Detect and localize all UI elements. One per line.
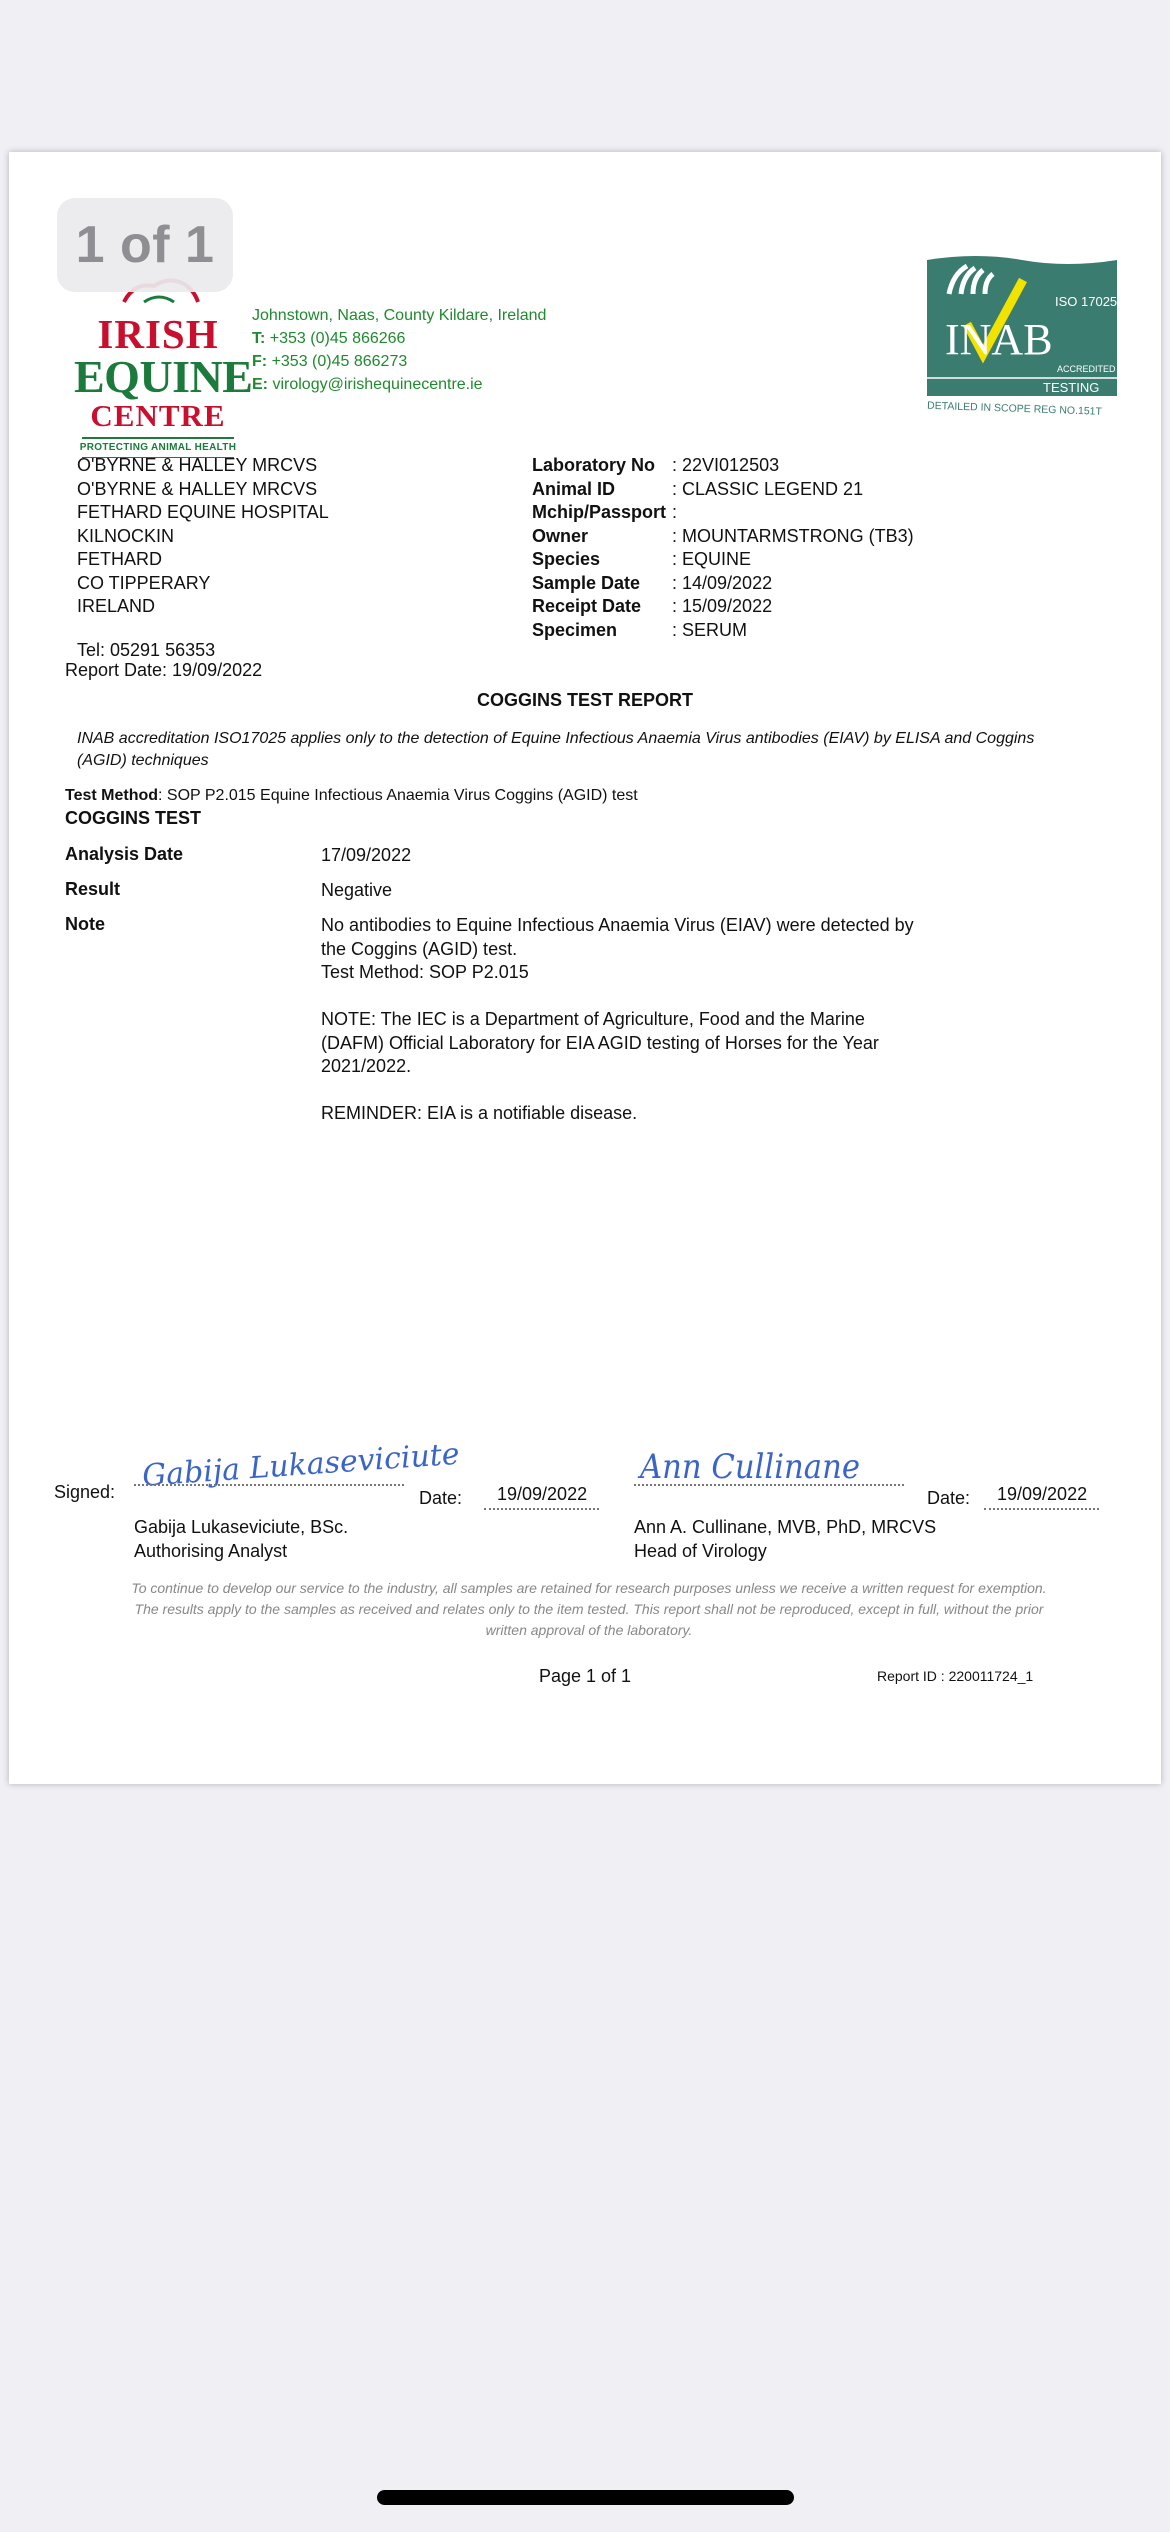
sample-details bbox=[532, 454, 914, 642]
result-label: Result bbox=[65, 879, 121, 899]
result-value: Negative bbox=[321, 880, 393, 900]
recipient-tel: Tel: 05291 56353 bbox=[77, 640, 216, 660]
detail-row-animal-id bbox=[532, 478, 914, 502]
address-text: Johnstown, Naas, County Kildare, Ireland bbox=[252, 307, 547, 324]
head-name: Ann A. Cullinane, MVB, PhD, MRCVS bbox=[634, 1517, 937, 1537]
detail-row-lab-no bbox=[532, 454, 914, 478]
note-paragraph: No antibodies to Equine Infectious Anaemia Virus (EIAV) were detected by the Coggins (AGID) test. bbox=[321, 915, 914, 959]
section-title: COGGINS TEST bbox=[65, 808, 202, 828]
analyst-date-line bbox=[484, 1508, 599, 1510]
contact-block bbox=[252, 304, 546, 396]
note-paragraph: Test Method: SOP P2.015 bbox=[321, 962, 529, 982]
address-line: O'BYRNE & HALLEY MRCVS bbox=[77, 478, 318, 499]
detail-row-sample-date bbox=[532, 572, 914, 596]
analyst-signature-text: Gabija Lukaseviciute bbox=[141, 1436, 461, 1494]
inab-iso-text: ISO 17025 bbox=[1055, 294, 1118, 309]
detail-row-species bbox=[532, 548, 914, 572]
detail-row-mchip bbox=[532, 501, 914, 525]
detail-label: Laboratory No bbox=[532, 455, 656, 475]
report-id: Report ID : 220011724_1 bbox=[877, 1668, 1034, 1684]
recipient-address bbox=[77, 454, 329, 619]
analysis-date-label: Analysis Date bbox=[65, 844, 184, 864]
logo-divider bbox=[82, 437, 234, 439]
address-line: IRELAND bbox=[77, 596, 156, 616]
home-indicator[interactable] bbox=[377, 2490, 794, 2505]
note-label: Note bbox=[65, 914, 105, 934]
detail-label: Mchip/Passport bbox=[532, 502, 667, 522]
address-line: FETHARD EQUINE HOSPITAL bbox=[77, 502, 329, 522]
detail-value: : MOUNTARMSTRONG (TB3) bbox=[672, 525, 914, 546]
inab-name-text: INAB bbox=[945, 315, 1053, 364]
test-method-value: : SOP P2.015 Equine Infectious Anaemia Virus Coggins (AGID) test bbox=[158, 787, 638, 804]
test-method-label: Test Method bbox=[65, 787, 159, 804]
report-page bbox=[9, 152, 1161, 1784]
head-signature-text: Ann Cullinane bbox=[637, 1447, 860, 1487]
fax-number: +353 (0)45 866273 bbox=[271, 353, 408, 370]
detail-value: : bbox=[672, 502, 678, 522]
detail-label: Animal ID bbox=[532, 478, 616, 499]
head-date-value: 19/09/2022 bbox=[997, 1484, 1088, 1504]
head-date-line bbox=[984, 1508, 1099, 1510]
analyst-date-label: Date: bbox=[419, 1488, 463, 1508]
phone-number[interactable]: +353 (0)45 866266 bbox=[269, 330, 406, 347]
detail-value: : CLASSIC LEGEND 21 bbox=[672, 478, 864, 499]
analyst-role: Authorising Analyst bbox=[134, 1540, 288, 1561]
inab-accreditation-badge bbox=[927, 254, 1117, 419]
logo-word-irish: IRISH bbox=[97, 311, 219, 357]
address-line: KILNOCKIN bbox=[77, 525, 175, 546]
head-signature bbox=[634, 1426, 874, 1490]
detail-label: Sample Date bbox=[532, 572, 641, 593]
inab-accredited-text: ACCREDITED bbox=[1057, 364, 1116, 374]
address-line: CO TIPPERARY bbox=[77, 572, 211, 593]
address-line: O'BYRNE & HALLEY MRCVS bbox=[77, 455, 318, 475]
inab-testing-text: TESTING bbox=[1043, 380, 1100, 395]
analyst-signer bbox=[134, 1516, 348, 1563]
note-paragraph: REMINDER: EIA is a notifiable disease. bbox=[321, 1103, 638, 1123]
detail-value: : SERUM bbox=[672, 619, 748, 640]
detail-row-specimen bbox=[532, 619, 914, 643]
analyst-signature bbox=[134, 1428, 461, 1494]
detail-value: : 15/09/2022 bbox=[672, 596, 773, 616]
address-line: FETHARD bbox=[77, 549, 162, 569]
detail-row-receipt-date bbox=[532, 595, 914, 619]
detail-value: : EQUINE bbox=[672, 549, 752, 569]
footer-disclaimer: To continue to develop our service to the industry, all samples are retained for research purposes unless we receive a written request for exemption. The results apply to the samples as received and relates only to the item tested. This report shall not be reproduced, except in full, without the prior written approval of the laboratory. bbox=[131, 1580, 1047, 1638]
inab-accreditation-note: INAB accreditation ISO17025 applies only to the detection of Equine Infectious Anaemia Virus antibodies (EIAV) by ELISA and Coggins (AGID) techniques bbox=[77, 730, 1035, 769]
note-paragraph: NOTE: The IEC is a Department of Agriculture, Food and the Marine (DAFM) Official Laboratory for EIA AGID testing of Horses for the Year 2021/2022. bbox=[321, 1009, 879, 1076]
report-date: Report Date: 19/09/2022 bbox=[65, 660, 263, 680]
logo-tagline: PROTECTING ANIMAL HEALTH bbox=[79, 442, 237, 453]
test-method bbox=[65, 787, 638, 805]
note-body bbox=[321, 914, 921, 1126]
analyst-signature-line bbox=[134, 1484, 404, 1486]
detail-label: Specimen bbox=[532, 619, 618, 640]
detail-label: Owner bbox=[532, 525, 589, 546]
analyst-name: Gabija Lukaseviciute, BSc. bbox=[134, 1517, 349, 1537]
detail-value: : 14/09/2022 bbox=[672, 572, 773, 593]
email-link[interactable]: virology@irishequinecentre.ie bbox=[272, 376, 483, 393]
head-signature-line bbox=[634, 1484, 904, 1486]
detail-value: : 22VI012503 bbox=[672, 455, 780, 475]
head-date-label: Date: bbox=[927, 1488, 971, 1508]
page-counter-badge: 1 of 1 bbox=[57, 198, 233, 292]
head-role: Head of Virology bbox=[634, 1540, 767, 1561]
head-signer bbox=[634, 1516, 936, 1563]
logo-word-equine: EQUINE bbox=[74, 351, 253, 402]
analyst-date-value: 19/09/2022 bbox=[497, 1484, 588, 1504]
email-label: E: bbox=[252, 376, 268, 393]
signed-label: Signed: bbox=[54, 1482, 116, 1502]
detail-label: Receipt Date bbox=[532, 596, 642, 616]
phone-label: T: bbox=[252, 330, 266, 347]
fax-label: F: bbox=[252, 353, 268, 370]
irish-equine-centre-logo bbox=[74, 272, 253, 462]
page-number: Page 1 of 1 bbox=[538, 1666, 632, 1686]
logo-word-centre: CENTRE bbox=[90, 398, 226, 433]
analysis-date-value: 17/09/2022 bbox=[321, 845, 412, 865]
report-title: COGGINS TEST REPORT bbox=[476, 690, 694, 710]
detail-label: Species bbox=[532, 549, 601, 569]
inab-scope-text: DETAILED IN SCOPE REG NO.151T bbox=[926, 399, 1103, 418]
detail-row-owner bbox=[532, 525, 914, 549]
